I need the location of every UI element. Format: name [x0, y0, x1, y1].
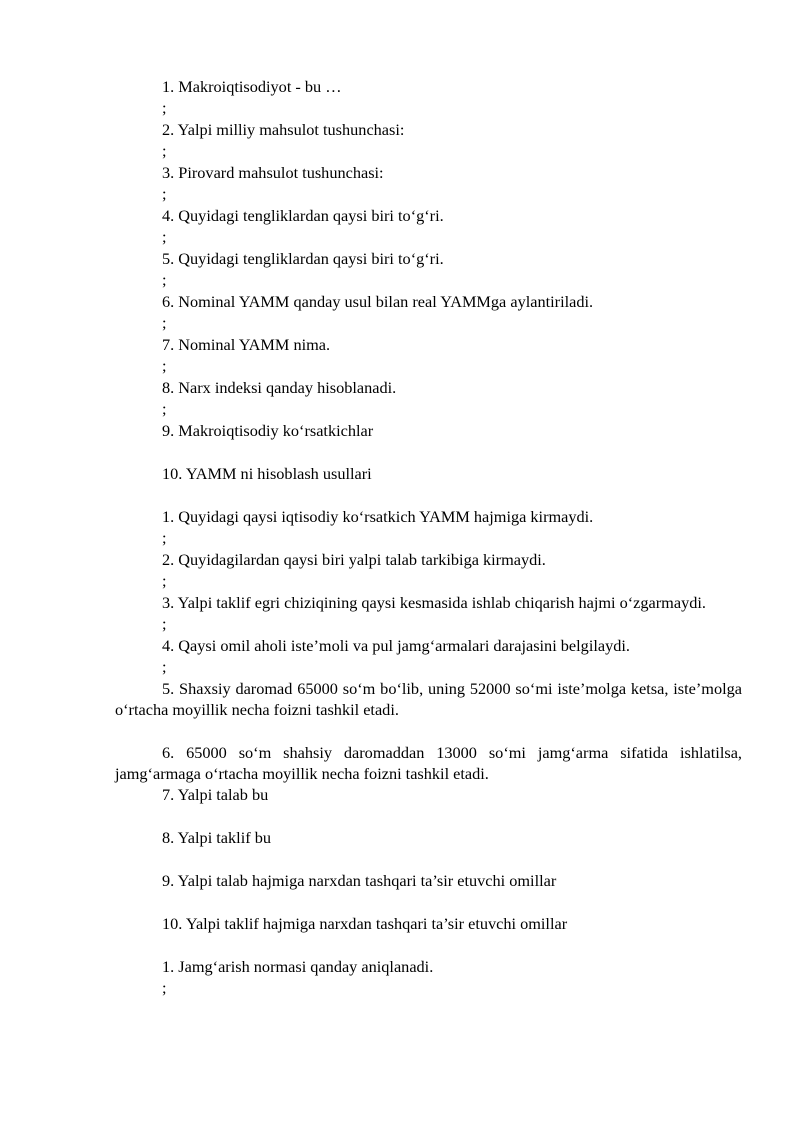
answer-separator [115, 848, 742, 870]
question-text: 7. Nominal YAMM nima. [162, 335, 331, 354]
question-text: 9. Yalpi talab hajmiga narxdan tashqari ta’sir etuvchi omillar [162, 871, 557, 890]
question-text: 1. Quyidagi qaysi iqtisodiy ko‘rsatkich YAMM hajmiga kirmaydi. [162, 507, 594, 526]
answer-separator [115, 441, 742, 463]
question-text: 7. Yalpi talab bu [162, 785, 269, 804]
answer-separator: ; [162, 184, 167, 203]
answer-separator [115, 891, 742, 913]
question-text: 10. YAMM ni hisoblash usullari [162, 464, 372, 483]
answer-separator: ; [162, 978, 167, 997]
answer-separator: ; [162, 313, 167, 332]
question-text: 8. Narx indeksi qanday hisoblanadi. [162, 378, 397, 397]
question-text: 2. Yalpi milliy mahsulot tushunchasi: [162, 120, 405, 139]
question-text: 1. Jamg‘arish normasi qanday aniqlanadi. [162, 957, 434, 976]
answer-separator: ; [162, 571, 167, 590]
answer-separator: ; [162, 98, 167, 117]
answer-separator: ; [162, 270, 167, 289]
question-text: 6. Nominal YAMM qanday usul bilan real YAMMga aylantiriladi. [162, 292, 594, 311]
question-text: 1. Makroiqtisodiyot - bu … [162, 77, 342, 96]
answer-separator [115, 720, 742, 742]
question-text: 5. Quyidagi tengliklardan qaysi biri to‘g‘ri. [162, 249, 444, 268]
answer-separator: ; [162, 614, 167, 633]
question-text: 5. Shaxsiy daromad 65000 so‘m bo‘lib, uning 52000 so‘mi iste’molga ketsa, iste’molga o‘rtacha moyillik necha foizni tashkil etadi. [115, 679, 742, 719]
answer-separator [115, 934, 742, 956]
question-text: 3. Yalpi taklif egri chiziqining qaysi kesmasida ishlab chiqarish hajmi o‘zgarmaydi. [162, 593, 706, 612]
answer-separator [115, 805, 742, 827]
question-text: 3. Pirovard mahsulot tushunchasi: [162, 163, 384, 182]
answer-separator: ; [162, 399, 167, 418]
question-text: 8. Yalpi taklif bu [162, 828, 271, 847]
answer-separator: ; [162, 141, 167, 160]
question-text: 4. Quyidagi tengliklardan qaysi biri to‘g‘ri. [162, 206, 444, 225]
document-page [115, 76, 742, 999]
answer-separator: ; [162, 528, 167, 547]
question-text: 9. Makroiqtisodiy ko‘rsatkichlar [162, 421, 374, 440]
answer-separator: ; [162, 227, 167, 246]
question-text: 2. Quyidagilardan qaysi biri yalpi talab tarkibiga kirmaydi. [162, 550, 546, 569]
answer-separator: ; [162, 356, 167, 375]
question-text: 6. 65000 so‘m shahsiy daromaddan 13000 so‘mi jamg‘arma sifatida ishlatilsa, jamg‘armaga o‘rtacha moyillik necha foizni tashkil etadi. [115, 743, 742, 783]
question-text: 10. Yalpi taklif hajmiga narxdan tashqari ta’sir etuvchi omillar [162, 914, 568, 933]
answer-separator: ; [162, 657, 167, 676]
answer-separator [115, 484, 742, 506]
question-text: 4. Qaysi omil aholi iste’moli va pul jamg‘armalari darajasini belgilaydi. [162, 636, 630, 655]
